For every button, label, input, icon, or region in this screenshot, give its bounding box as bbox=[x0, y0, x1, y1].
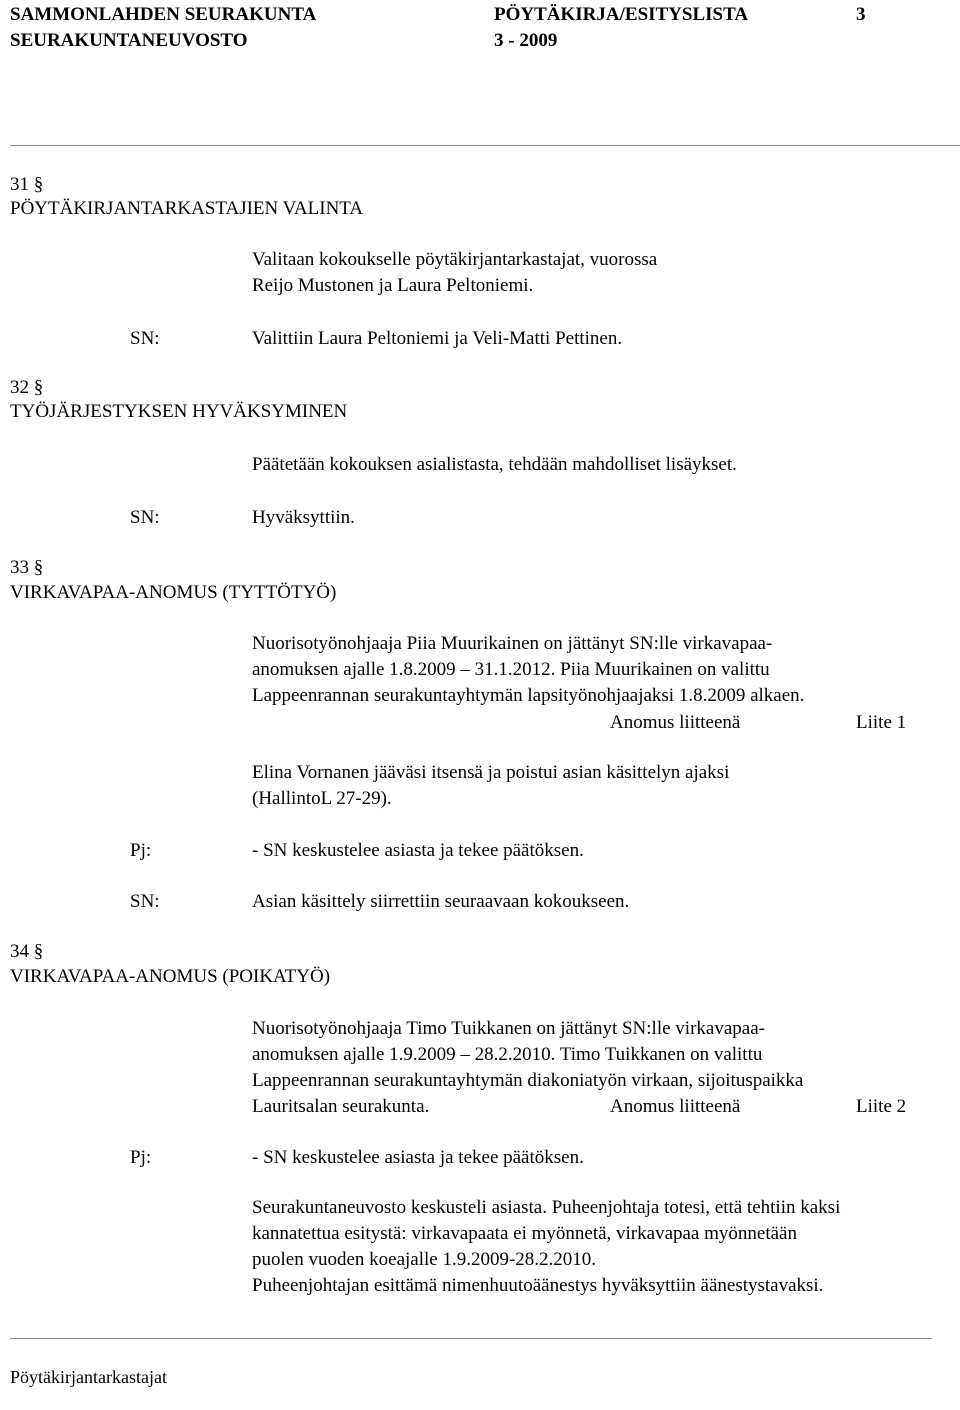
org-name: SAMMONLAHDEN SEURAKUNTA bbox=[10, 4, 317, 25]
section-34-proposal: - SN keskustelee asiasta ja tekee päätöksen. bbox=[252, 1147, 584, 1168]
page-number: 3 bbox=[856, 4, 866, 25]
section-34-text-line3: Lappeenrannan seurakuntayhtymän diakoniatyön virkaan, sijoituspaikka bbox=[252, 1070, 804, 1091]
section-33-decision: Asian käsittely siirrettiin seuraavaan kokoukseen. bbox=[252, 891, 630, 912]
section-34-discussion-line4: Puheenjohtajan esittämä nimenhuutoäänestys hyväksyttiin äänestystavaksi. bbox=[252, 1275, 824, 1296]
section-33-text-line1: Nuorisotyönohjaaja Piia Muurikainen on jättänyt SN:lle virkavapaa- bbox=[252, 633, 773, 654]
section-33-recusal-line1: Elina Vornanen jääväsi itsensä ja poistui asian käsittelyn ajaksi bbox=[252, 762, 730, 783]
meeting-number: 3 - 2009 bbox=[494, 30, 558, 51]
section-32-decision: Hyväksyttiin. bbox=[252, 507, 355, 528]
section-31-proposal-line1: Valitaan kokoukselle pöytäkirjantarkastajat, vuorossa bbox=[252, 249, 658, 270]
document-type: PÖYTÄKIRJA/ESITYSLISTA bbox=[494, 4, 749, 25]
section-33-attachment: Anomus liitteenä bbox=[610, 712, 741, 733]
section-34-proposal-label: Pj: bbox=[130, 1147, 152, 1168]
section-33-proposal: - SN keskustelee asiasta ja tekee päätöksen. bbox=[252, 840, 584, 861]
section-33-proposal-label: Pj: bbox=[130, 840, 152, 861]
section-31-decision: Valittiin Laura Peltoniemi ja Veli-Matti Pettinen. bbox=[252, 328, 623, 349]
section-31-number: 31 § bbox=[10, 174, 44, 195]
section-33-text-line3: Lappeenrannan seurakuntayhtymän lapsityönohjaajaksi 1.8.2009 alkaen. bbox=[252, 685, 805, 706]
section-34-attachment-number: Liite 2 bbox=[856, 1096, 907, 1117]
section-33-number: 33 § bbox=[10, 557, 44, 578]
section-32-proposal: Päätetään kokouksen asialistasta, tehdään mahdolliset lisäykset. bbox=[252, 454, 737, 475]
section-34-text-line1: Nuorisotyönohjaaja Timo Tuikkanen on jättänyt SN:lle virkavapaa- bbox=[252, 1018, 765, 1039]
section-32-number: 32 § bbox=[10, 377, 44, 398]
section-33-decision-label: SN: bbox=[130, 891, 160, 912]
org-unit: SEURAKUNTANEUVOSTO bbox=[10, 30, 248, 51]
section-31-proposal-line2: Reijo Mustonen ja Laura Peltoniemi. bbox=[252, 275, 534, 296]
section-34-text-line2: anomuksen ajalle 1.9.2009 – 28.2.2010. Timo Tuikkanen on valittu bbox=[252, 1044, 763, 1065]
footer-label: Pöytäkirjantarkastajat bbox=[10, 1367, 167, 1387]
section-34-attachment: Anomus liitteenä bbox=[610, 1096, 741, 1117]
section-33-attachment-number: Liite 1 bbox=[856, 712, 907, 733]
section-34-text-line4: Lauritsalan seurakunta. bbox=[252, 1096, 430, 1117]
section-33-recusal-line2: (HallintoL 27-29). bbox=[252, 788, 392, 809]
section-31-title: PÖYTÄKIRJANTARKASTAJIEN VALINTA bbox=[10, 198, 364, 219]
footer-rule bbox=[10, 1338, 932, 1339]
section-34-discussion-line3: puolen vuoden koeajalle 1.9.2009-28.2.2010. bbox=[252, 1249, 597, 1270]
section-33-text-line2: anomuksen ajalle 1.8.2009 – 31.1.2012. Piia Muurikainen on valittu bbox=[252, 659, 770, 680]
section-34-number: 34 § bbox=[10, 941, 44, 962]
section-32-title: TYÖJÄRJESTYKSEN HYVÄKSYMINEN bbox=[10, 401, 348, 422]
section-33-title: VIRKAVAPAA-ANOMUS (TYTTÖTYÖ) bbox=[10, 582, 337, 603]
section-34-title: VIRKAVAPAA-ANOMUS (POIKATYÖ) bbox=[10, 966, 331, 987]
section-34-discussion-line1: Seurakuntaneuvosto keskusteli asiasta. Puheenjohtaja totesi, että tehtiin kaksi bbox=[252, 1197, 841, 1218]
header-rule bbox=[10, 145, 960, 146]
section-32-decision-label: SN: bbox=[130, 507, 160, 528]
section-34-discussion-line2: kannatettua esitystä: virkavapaata ei myönnetä, virkavapaa myönnetään bbox=[252, 1223, 797, 1244]
section-31-decision-label: SN: bbox=[130, 328, 160, 349]
